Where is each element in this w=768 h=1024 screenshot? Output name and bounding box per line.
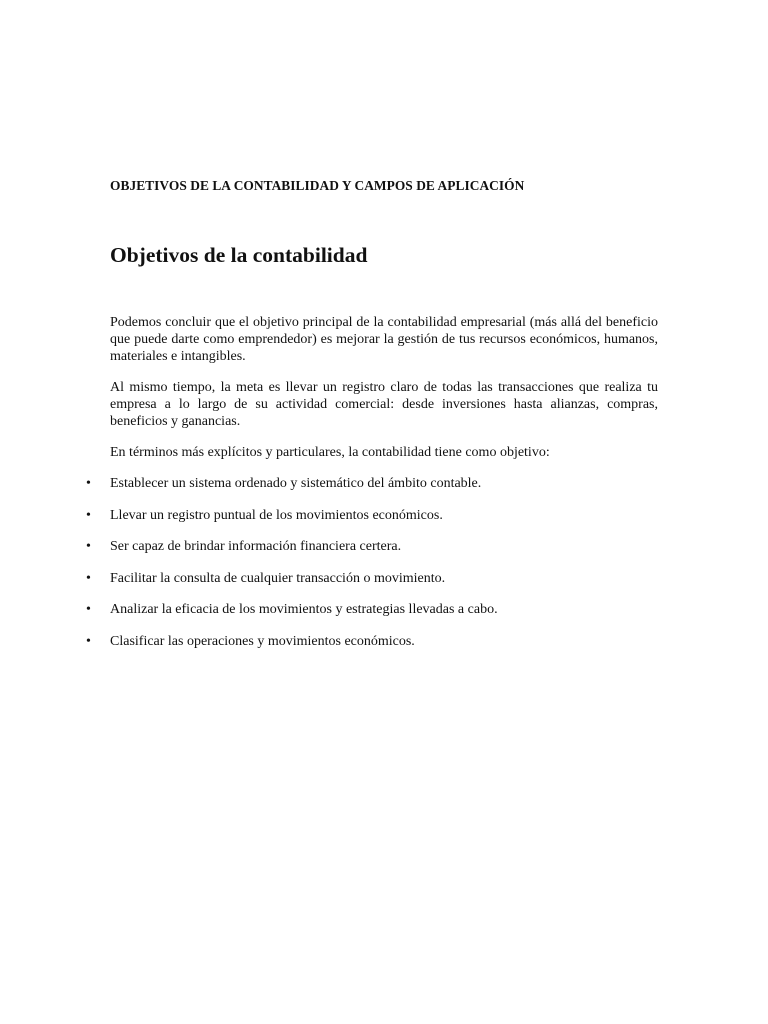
list-item — [0, 537, 768, 569]
list-item — [0, 474, 768, 506]
list-item-text: Clasificar las operaciones y movimientos económicos. — [110, 633, 415, 649]
list-item — [0, 600, 768, 632]
list-item-text: Llevar un registro puntual de los movimientos económicos. — [110, 507, 443, 523]
bullet-icon: • — [86, 633, 91, 649]
body-text — [110, 314, 658, 475]
bullet-icon: • — [86, 602, 91, 617]
bullet-icon: • — [86, 476, 91, 491]
list-item-text: Analizar la eficacia de los movimientos y estrategias llevadas a cabo. — [110, 602, 498, 617]
objectives-list — [0, 474, 768, 663]
paragraph: En términos más explícitos y particulares, la contabilidad tiene como objetivo: — [110, 445, 550, 460]
list-item-text: Ser capaz de brindar información financiera certera. — [110, 539, 402, 554]
list-item-text: Facilitar la consulta de cualquier transacción o movimiento. — [110, 570, 446, 586]
list-item — [0, 632, 768, 664]
bullet-icon: • — [86, 570, 91, 586]
bullet-icon: • — [86, 507, 91, 523]
paragraph: Al mismo tiempo, la meta es llevar un registro claro de todas las transacciones que realiza tu empresa a lo largo de su actividad comercial: desde inversiones hasta alianzas, compras, beneficios y ganancias. — [110, 380, 658, 429]
list-item — [0, 506, 768, 538]
paragraph: Podemos concluir que el objetivo principal de la contabilidad empresarial (más allá del beneficio que puede darte como emprendedor) es mejorar la gestión de tus recursos económicos, humanos, materiales e intangibles. — [110, 315, 658, 364]
list-item-text: Establecer un sistema ordenado y sistemático del ámbito contable. — [110, 476, 482, 491]
section-heading: Objetivos de la contabilidad — [110, 243, 368, 267]
list-item — [0, 569, 768, 601]
document-title: OBJETIVOS DE LA CONTABILIDAD Y CAMPOS DE APLICACIÓN — [110, 178, 525, 193]
bullet-icon: • — [86, 539, 91, 554]
